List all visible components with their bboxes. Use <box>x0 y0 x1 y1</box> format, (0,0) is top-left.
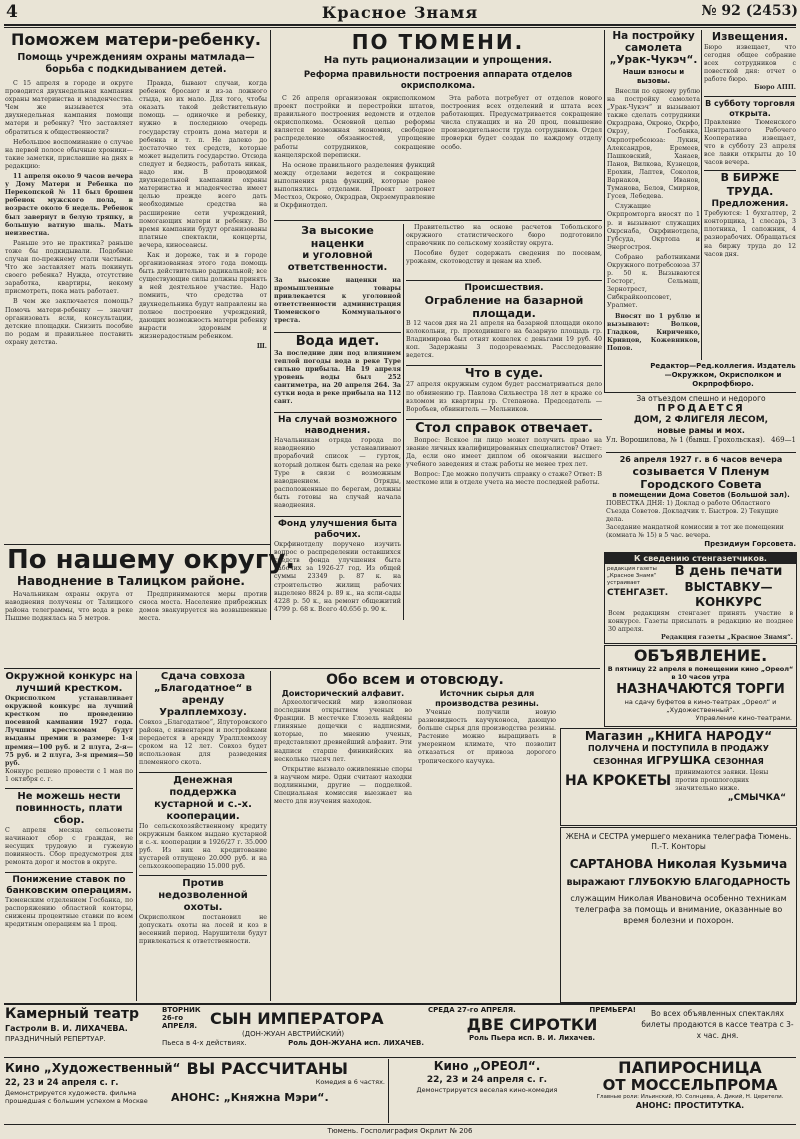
article-subtitle: Помощь учреждениям охраны матмлада—борьба с подкидыванием детей. <box>17 52 255 75</box>
headline-sub: Предложения. <box>711 199 789 210</box>
ad-headline: ВЫСТАВКУ—КОНКУРС <box>684 580 773 609</box>
section-title: По нашему округу. <box>7 546 296 575</box>
ad-note: Заседание мандатной комиссии в тот же помещении (комната № 15) в 5 час. вечера. <box>606 524 784 540</box>
paragraph: Начальникам охраны округа от наводнения получены от Талицкого района телеграммы, что вода в реке Пышме поднялась на 5 метров. <box>5 591 133 623</box>
ad-play-2 <box>428 1006 636 1056</box>
ad-cinema-oreol <box>392 1059 582 1123</box>
paragraph: Эта работа потребует от отделов нового построения всех отделений и штата всех работающих. Предусматривается сокращение числа служащих и на 20 проц. повышение производительности труда сотрудников. Отдел проверки будет создан по каждому отделу особо. <box>441 95 602 151</box>
ad-address: Ул. Ворошилова, № 1 (бывш. Грохольская). <box>606 436 765 444</box>
ad-headline: ИГРУШКА <box>646 754 711 767</box>
article-mother-child <box>5 30 267 544</box>
ad-text: новые рамы и мох. <box>657 426 745 435</box>
ad-badge: ПРЕМЬЕРА! <box>589 1006 636 1014</box>
paragraph: Служащие Окрпромторга вносят по 1 р. и вызывают служащих Окрснаба, Окрфинотдела, Губсуда, Окртопа и Энергостроя. <box>607 203 700 251</box>
issue-number: № 92 (2453) <box>701 3 798 19</box>
headline: Не можешь нести повинность, плати сбор. <box>5 788 133 827</box>
column-lower-second <box>139 671 267 1001</box>
paragraph: Как и дореже, так и в городе организованная этого года помощь быть действительно радикальной; все существующие силы должны принять в ней деятельное участие. Надо помнить, что средства от двухнедельника будут направлены на полное построение учреждений, дающих возможность матери ребенку вырасти здоровым и жизнерадостным ребенком. <box>139 251 267 340</box>
ad-text: СЕЗОННАЯ <box>593 757 643 766</box>
article-tyumen <box>274 30 602 220</box>
column-lower-left <box>5 671 133 1001</box>
paragraph: Правительство на основе расчетов Тобольского окружного статистического бюро подготовило справочник по сельскому хозяйству округа. <box>406 224 602 248</box>
article-miscellany <box>274 671 556 1001</box>
ad-date: 26 апреля 1927 г. в 6 часов вечера <box>619 455 783 464</box>
editor-line: Редактор—Ред.коллегия. Издатель—Окружком, Окрисполком и Окрпрофбюро. <box>650 362 796 388</box>
ad-text: ПОЛУЧЕНА И ПОСТУПИЛА В ПРОДАЖУ <box>588 744 769 753</box>
notice-body: Бюро извещает, что сегодня общее собрание всех сотрудников с повесткой дня: отчет о работе бюро. <box>704 44 796 84</box>
ad-headline: Кино „Художественный“ <box>5 1061 181 1075</box>
ad-text: на сдачу буфетов в кино-театрах „Ореол“ и „Художественный“. <box>624 698 777 714</box>
ad-agenda: ПОВЕСТКА ДНЯ: 1) Доклад о работе Областного Съезда Советов. Докладчик т. Быстров. 2) Текущие дела. <box>606 500 779 524</box>
ad-text: принимаются заявки. Цены против прошлогодних значительно ниже. <box>675 769 769 793</box>
news-body: За высокие наценки на промышленные товары привлекается к уголовной ответственности администрация Тюменского Коммунального треста. <box>274 277 401 325</box>
section-title: ПО ТЮМЕНИ. <box>351 30 525 54</box>
headline: Доисторический алфавит. <box>281 689 405 698</box>
ad-text: Гастроли В. И. ЛИХАЧЕВА. <box>5 1024 128 1033</box>
news-body: Окрфинотделу поручено изучить вопрос о распределении оставшихся средств фонда улучшения быта рабочих за 1926-27 год. Из общей суммы 23349 р. 87 к. на строительство жилищ рабочих выделено 8824 р. 89 к., на ясли-сады 4228 р. 50 к., на ремонт общежитий 4799 р. 68 к. Всего 40.656 р. 90 к. <box>274 541 401 613</box>
news-body: Окрисполком постановил не допускать охоты на лосей и коз в весенний период. Нарушители будут привлекаться к ответственности. <box>139 914 267 946</box>
paragraph: Вопрос: Всякое ли лицо может получить право на звание личных квалифицированных специалистов? Ответ: Да, если оно имеет диплом об окончании высшего учебного заведения и стаж работы не менее трех лет. <box>406 436 602 469</box>
ad-text: В пятницу 22 апреля в помещении кино „Ореол“ в 10 часов утра <box>607 665 794 681</box>
ad-date: ВТОРНИК 26-го АПРЕЛЯ. <box>162 1006 201 1030</box>
ad-headline: Кино „ОРЕОЛ“. <box>433 1059 541 1073</box>
ad-text: Комедия в 6 частях. <box>315 1078 385 1086</box>
ad-text: ПРАЗДНИЧНЫЙ РЕПЕРТУАР. <box>5 1035 106 1043</box>
news-body: В 12 часов дня на 21 апреля на базарной площади около колокольни, гр. проходившего на базарную площадь гр. Владимирова был отнят кошелек с деньгами 19 руб. 40 коп. Задержаны 3 подозреваемых. Расследование ведется. <box>406 320 602 360</box>
ad-gratitude <box>560 827 797 1003</box>
headline: Стол справок отвечает. <box>406 419 602 437</box>
ad-text: Демонстрируется веселая кино-комедия <box>416 1086 558 1094</box>
ad-body: Всем редакциям стенгазет принять участие в конкурсе. Газеты присылать в редакцию не позднее 30 апреля. <box>608 610 793 634</box>
paragraph: Вопрос: Где можно получить справку о стаже? Ответ: В месткоме или в отделе учета на месте последней работы. <box>406 471 602 487</box>
paragraph: С 15 апреля в городе и округе проводится двухнедельная кампания охраны материнства и младенчества. Чем же вызывается эта двухнедельная кампания помощи матери и ребенку? Что заставляет обратиться к общественности? <box>5 80 133 136</box>
ad-sign: Управление кино-театрами. <box>695 714 792 722</box>
masthead-rule <box>4 24 796 26</box>
ad-wallpaper-contest <box>604 552 797 644</box>
ad-headline: ДВЕ СИРОТКИ <box>466 1015 598 1034</box>
ad-headline: Камерный театр <box>5 1006 140 1022</box>
ad-headline: ОБЪЯВЛЕНИЕ. <box>633 646 768 665</box>
headline: Окружной конкурс на лучший крестком. <box>5 671 133 694</box>
ad-cinema-hud <box>5 1059 385 1123</box>
ad-text: СЕЗОННАЯ <box>714 757 764 766</box>
ad-text: Роль ДОН-ЖУАНА исп. ЛИХАЧЕВ. <box>288 1039 424 1047</box>
paragraph: Раньше это не практика? раньше тоже бы подкидывали. Подобные случаи по-прежнему стали частыми. Что же заставляет мать покинуть своего ребенка? Нужда, отсутствие заработка, квартиры, некому присмотреть, пока мать работает. <box>5 239 133 296</box>
ad-intro: За отъездом спешно и недорого <box>636 394 766 403</box>
ad-headline: НА КРОКЕТЫ <box>565 773 672 790</box>
masthead-rule-thin <box>4 27 796 28</box>
news-body: За последние дни под влиянием теплой погоды вода в реке Туре сильно прибыла. На 19 апреля уровень воды был 252 сантиметра, на 20 апреля 264. За сутки вода в реке прибыла на 112 сант. <box>274 349 401 406</box>
paragraph: Небольшое воспоминание о случае на первой полосе обычные хроники—такие заметки, приславшие на днях в редакцию: <box>5 138 133 170</box>
ad-date: 22, 23 и 24 апреля с. г. <box>426 1075 548 1085</box>
section-subtitle: Наводнение в Талицком районе. <box>17 574 245 588</box>
paragraph: Вносят по 1 рублю и вызывают: Волков, Гладков, Кириченко, Кривцов, Кожевников, Попов. <box>607 312 700 352</box>
section-our-district <box>5 546 601 624</box>
ad-bookstore <box>560 728 797 826</box>
ad-text: Главные роли: Ильинский, Ю. Солнцева, А. Дикий, Н. Церетели. <box>596 1094 784 1100</box>
headline: На постройку самолета „Урак-Чукэч“. <box>609 30 698 66</box>
ad-text: АНОНС: ПРОСТИТУТКА. <box>635 1101 745 1110</box>
ad-headline: АНОНС: „Княжна Мэри“. <box>171 1090 329 1104</box>
headline: Сдача совхоза „Благодатное“ в аренду Уралплемхозу. <box>154 671 252 718</box>
ad-film <box>585 1059 795 1123</box>
headline: За высокие наценки <box>301 224 374 250</box>
ad-headline: созывается V Пленум Городского Совета <box>632 465 770 491</box>
ad-text: ЖЕНА и СЕСТРА умершего механика телеграфа Тюмень. П.-Т. Конторы <box>565 832 792 851</box>
footer-imprint: Тюмень. Госполиграфия Окрлит № 206 <box>327 1127 473 1135</box>
paragraph: Ученые получили новую разновидность каучуконоса, дающую больше сырья для производства резины. Растение можно выращивать в умеренном климате, что позволит отказаться от привоза дорогого тропического каучука. <box>418 709 556 765</box>
ad-headline: ВЫ РАССЧИТАНЫ <box>186 1059 348 1078</box>
ad-number: 469—1 <box>771 436 796 444</box>
column-rule <box>701 30 702 360</box>
headline: Что в суде. <box>406 365 602 381</box>
ad-headline: ПАПИРОСНИЦА <box>618 1059 762 1077</box>
news-body: Тюменским отделением Госбанка, по распоряжению областной конторы, снижены процентные ставки по всем кредитным операциям на 1 проц. <box>5 896 133 928</box>
headline: В БИРЖЕ ТРУДА. <box>704 170 796 199</box>
ad-auction <box>604 645 797 727</box>
paragraph: В чем же заключается помощь? Помочь матери-ребенку — значит организовать ясли, консультации, детские площадки. Снизить пособие по родам и правильнее поставить охрану детства. <box>5 298 133 346</box>
ad-headline: САРТАНОВА Николая Кузьмича <box>569 857 788 871</box>
ad-headline: ДОМ, 2 ФЛИГЕЛЯ ЛЕСОМ, <box>633 415 769 425</box>
ad-headline: выражают ГЛУБОКУЮ БЛАГОДАРНОСТЬ <box>566 877 791 888</box>
ad-date: 22, 23 и 24 апреля с. г. <box>5 1078 119 1088</box>
notice-body: Правление Тюменского Центрального Рабочего Кооператива извещает, что в субботу 23 апреля все лавки открыты до 10 часов вечера. <box>704 118 796 167</box>
paragraph: Археологический мир взволнован последним открытием ученых во Франции. В местечке Глозель найдены глиняные дощечки с надписями, которые, по мнению ученых, представляют древнейший алфавит. Эти надписи старше финикийских на несколько тысяч лет. <box>274 699 412 763</box>
paragraph: 11 апреля около 9 часов вечера у Дому Матери и Ребенка по Перекопской № 11 был брошен ребенок мужского пола, в возрасте около 6 недель. Ребенок был завернут в белую тряпку, в большую ватную шаль. Мать неизвестна. <box>5 173 133 237</box>
signature: Ш. <box>256 343 267 350</box>
headline-sub: и уголовной ответственности. <box>287 250 388 273</box>
paragraph: Внесли по одному рублю на постройку самолета „Урак-Чукэч“ и вызывают также сделать сотрудники Окрздрава, Окроно, Окрфо, Окрзу, Госбанка, Окрпотребсоюза: Лукин, Александров, Еремеев, Пашковский, Ханаев, Панов, Вилкова, Кузнецов, Ерохин, Лаптев, Соколов, Варнаков, Иванов, Туманова, Белов, Смирнов, Гусев, Лебедева. <box>607 88 700 201</box>
ad-headline: СЫН ИМПЕРАТОРА <box>210 1008 384 1028</box>
article-aircraft-fund <box>607 30 700 390</box>
ad-headline: НАЗНАЧАЮТСЯ ТОРГИ <box>616 682 785 697</box>
headline: Фонд улучшения быта рабочих. <box>274 516 401 541</box>
headline: Понижение ставок по банковским операциям. <box>5 872 133 897</box>
ad-sign: Президиум Горсовета. <box>704 540 796 549</box>
headline-sub: Наши взносы и вызовы. <box>622 68 685 85</box>
article-lead: Реформа правильности построения аппарата отделов окрисполкома. <box>303 70 573 91</box>
article-title: Поможем матери-ребенку. <box>11 30 261 49</box>
section-rule <box>274 220 602 221</box>
ad-text: Демонстрируется художеств. фильма прошедшая с большим успехом в Москве <box>5 1089 148 1105</box>
notice-body: Требуются: 1 бухгалтер, 2 конторщика, 1 слесарь, 3 плотника, 1 сапожник, 4 разнорабочих. Обращаться на биржу труда до 12 часов дня. <box>704 210 796 258</box>
news-body: Конкурс решено провести с 1 мая по 1 октября с. г. <box>5 767 133 783</box>
section-title: Обо всем и отовсюду. <box>326 672 504 688</box>
news-body: 27 апреля окружным судом будет рассматриваться дело по обвинению гр. Павлова Сильвестра 18 лет в краже со взломом из квартиры гр. Степанова. Председатель — Воробьев, обвинитель — Мельников. <box>406 381 602 413</box>
paragraph: Предпринимаются меры против сноса моста. Население прибрежных домов эвакуируется на возвышенные места. <box>139 591 267 623</box>
notices <box>704 30 796 360</box>
ad-body: служащим Николая Ивановича особенно техникам телеграфа за помощь и внимание, оказанные во время болезни и похорон. <box>570 894 787 925</box>
news-body: Окрисполком устанавливает окружной конкурс на лучший крестком по проведению посевной кампании 1927 года. Лучшим кресткомам будут выданы премии в размере: 1-я премия—100 руб. и 2 плуга, 2-я—75 руб. и 2 плуга, 3-я премия—50 руб. <box>5 695 133 767</box>
ad-house-sale <box>606 394 796 450</box>
notice-sign: Бюро АПП. <box>754 84 796 92</box>
headline: В субботу торговля открыта. <box>704 96 796 119</box>
ad-text: Пьеса в 4-х действиях. <box>162 1039 247 1047</box>
ad-play-1 <box>162 1006 424 1056</box>
ad-headline: СТЕНГАЗЕТ. <box>607 588 669 598</box>
paragraph: Открытие вызвало оживленные споры в научном мире. Одни считают находки подлинными, другие — подделкой. Специальная комиссия выезжает на место для изучения находок. <box>274 765 412 806</box>
news-body: С апреля месяца сельсоветы начинают сбор с граждан, не несущих трудовую и гужевую повинность. Сбор предусмотрен для ремонта дорог и мостов в округе. <box>5 827 133 867</box>
ad-headline: Магазин „КНИГА НАРОДУ“ <box>584 729 773 743</box>
headline: Происшествия. <box>406 280 602 294</box>
headline: Вода идет. <box>274 332 401 350</box>
ad-theatre-name <box>5 1006 160 1056</box>
ad-headline: В день печати <box>674 564 783 579</box>
news-body: Совхоз „Благодатное“, Ялуторовского района, с инвентарем и постройками передается в аренду Уралплемхозу сроком на 12 лет. Совхоз будет использован для разведения племенного скота. <box>139 719 267 767</box>
column-rule <box>604 30 605 392</box>
headline-sub: Ограбление на базарной площади. <box>424 294 584 320</box>
ad-text: (ДОН-ЖУАН АВСТРИЙСКИЙ) <box>241 1030 345 1038</box>
headline: Источник сырья для производства резины. <box>435 689 539 708</box>
news-body: Начальникам отряда города по наводнению устанавливают прорабочий список — гурток, который должен быть сделан на реке Туре в связи с возможным наводнением. Отряды, расположенные по берегам, должны быть готовы на случай начала наводнения. <box>274 437 401 509</box>
paragraph: На основе правильного разделения функций между отделами ведется и сокращение выполнения ряда функций, которые ранее выполнялись отделами. Проект затронет Местхоз, Окроно, Окрздрав, Окрземуправление и Окрфинотдел. <box>274 161 435 210</box>
section-rule <box>604 392 796 393</box>
ad-sign: Редакция газеты „Красное Знамя“. <box>661 634 793 642</box>
ad-headline: ПРОДАЕТСЯ <box>657 403 745 414</box>
newspaper-title: Красное Знамя <box>321 3 479 22</box>
ad-date: СРЕДА 27-го АПРЕЛЯ. <box>428 1006 516 1014</box>
headline: Денежная поддержка кустарной и с.-х. кооперации. <box>139 772 267 823</box>
paragraph: Правда, бывают случаи, когда ребенок бросают и из-за ложного стыда, но их мало. Для того, чтобы оказать такой действительную помощь — одиночке и ребенку, нужно в последнюю очередь государству строить дома матери и ребенка и т. п. Не далеко до достаточно тех средств, которые может выделить государство. Отсюда следует и бедность, работать никак, надо им. В проводимой двухнедельной кампании охраны материнства и младенчества имеет целью прежде всего дать необходимые средства на расширение сети учреждений, помогающих матери и ребенку. Во время кампании будут организованы платные спектакли, концерты, вечера, киносеансы. <box>139 80 267 249</box>
headline: Извещения. <box>711 30 789 43</box>
headline: На случай возможного наводнения. <box>274 412 401 437</box>
ad-banner: К сведению стенгазетчиков. <box>605 553 796 564</box>
page-number: 4 <box>6 2 18 22</box>
ad-headline: ОТ МОССЕЛЬПРОМА <box>602 1076 778 1094</box>
headline: Против недозволенной охоты. <box>139 875 267 914</box>
paragraph: С 26 апреля организован окрисполкомом проект постройки и перестройки штатов, правильного построения ведомств и отделов окрисполкома. Основной целью реформы является возможная экономия, свободное распределение обязанностей, упрощение работы сотрудников, сокращение канцелярской переписки. <box>274 95 435 159</box>
ad-city-council <box>606 455 796 549</box>
news-body: По сельскохозяйственному кредиту окружным банком выдано кустарной и с.-х. кооперации в 1926/27 г. 35.000 руб. Из них на кредитование кустарей отпущено 20.000 руб. и на сельхозкооперацию 15.000 руб. <box>139 822 267 871</box>
ad-text: Роль Пьера исп. В. И. Лихачев. <box>468 1034 596 1042</box>
ad-shop-name: „СМЫЧКА“ <box>727 793 786 804</box>
ad-theatre-note: Во всех объявленных спектаклях билеты продаются в кассе театра с 3-х час. дня. <box>641 1009 794 1040</box>
section-subtitle: На путь рационализации и упрощения. <box>323 55 553 66</box>
paragraph: Собрано работниками Окружного потребсоюза 37 р. 50 к. Вызываются Госторг, Сельмаш, Зернотрест, Сибкрайкоопсовет, Уралмет. <box>607 253 700 310</box>
column-rule <box>270 30 271 620</box>
paragraph: Пособие будет содержать сведения по посевам, урожаям, скотоводству и ценам на хлеб. <box>406 250 602 266</box>
ad-text: в помещении Дома Советов (Большой зал). <box>612 491 790 499</box>
ad-text: редакция газеты „Красное Знамя“ устраивает <box>607 566 657 586</box>
